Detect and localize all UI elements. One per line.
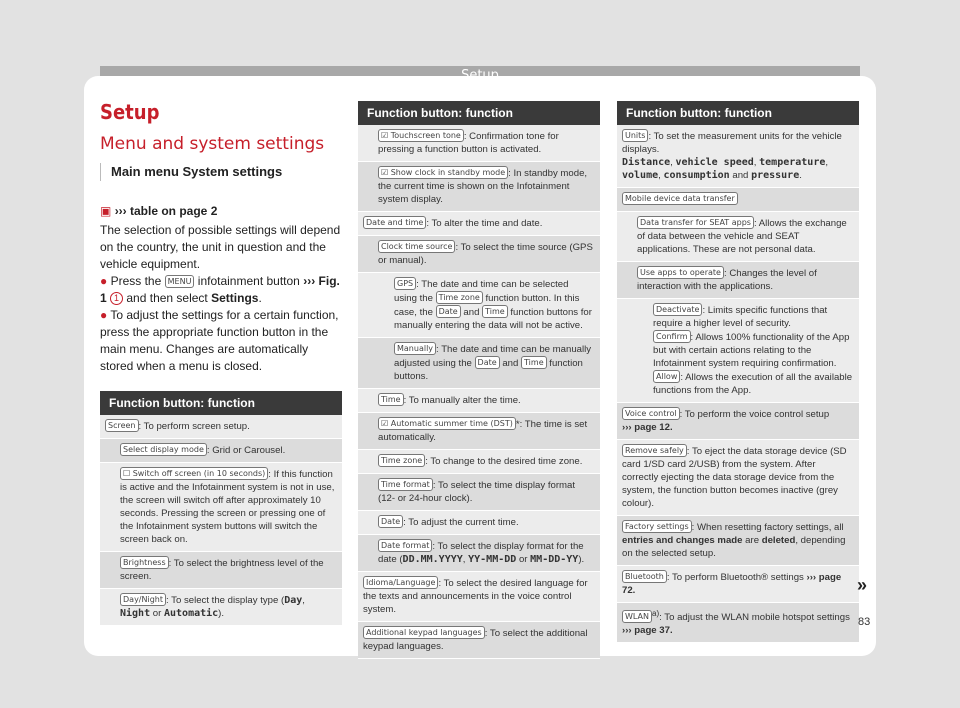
- table-row: Use apps to operate : Changes the level of interaction with the applications.: [617, 262, 859, 299]
- table-settings: [358, 101, 600, 659]
- checkbox-checked-icon: ☑: [381, 168, 389, 177]
- subsection-title: Main menu System settings: [100, 163, 342, 181]
- table-row: Clock time source : To select the time source (GPS or manual).: [358, 236, 600, 273]
- fig-ref-link[interactable]: ››› Fig. 1: [100, 274, 340, 305]
- table-row: Idioma/Language : To select the desired language for the texts and announcements in the voice control system.: [358, 572, 600, 622]
- callout-number: 1: [110, 292, 123, 305]
- table-row: Factory settings : When resetting factory settings, all entries and changes made are deleted, depending on the selected setup.: [617, 516, 859, 566]
- menu-key: MENU: [165, 275, 195, 288]
- bullet-icon: ●: [100, 308, 108, 322]
- table-row: Additional keypad languages : To select the additional keypad languages.: [358, 622, 600, 659]
- table-row: Brightness : To select the brightness level of the screen.: [100, 552, 342, 589]
- book-icon: ▣: [100, 204, 112, 218]
- intro-text: [100, 203, 342, 375]
- checkbox-icon: ☐: [123, 469, 131, 478]
- table-row: ☑ Automatic summer time (DST) *: The time is set automatically.: [358, 413, 600, 450]
- checkbox-checked-icon: ☑: [381, 131, 389, 140]
- table-header: Function button: function: [358, 101, 600, 125]
- table-row: Manually : The date and time can be manually adjusted using the Date and Time function buttons.: [358, 338, 600, 389]
- table-screen: [100, 391, 342, 626]
- table-row: Select display mode : Grid or Carousel.: [100, 439, 342, 463]
- table-row: Voice control : To perform the voice control setup ››› page 12.: [617, 403, 859, 440]
- table-row: Date format : To select the display format for the date (DD.MM.YYYY, YY-MM-DD or MM-DD-YY).: [358, 535, 600, 572]
- table-row: Remove safely : To eject the data storage device (SD card 1/SD card 2/USB) from the system. After correctly ejecting the data storage device from the system, the function button becomes inactive (grey colour).: [617, 440, 859, 516]
- table-row: WLAN $^{a)}$: To adjust the WLAN mobile hotspot settings ››› page 37.: [617, 603, 859, 643]
- table-row: GPS : The date and time can be selected using the Time zone function button. In this case, the Date and Time function buttons for manually entering the data will not be active.: [358, 273, 600, 338]
- checkbox-checked-icon: ☑: [381, 419, 389, 428]
- table-row: ☑ Show clock in standby mode : In standby mode, the current time is shown on the Infotainment system display.: [358, 162, 600, 212]
- table-row: Time zone : To change to the desired time zone.: [358, 450, 600, 474]
- table-row: Date : To adjust the current time.: [358, 511, 600, 535]
- table-row: Date and time : To alter the time and date.: [358, 212, 600, 236]
- table-row: Data transfer for SEAT apps : Allows the exchange of data between the vehicle and SEAT applications. These are not personal data.: [617, 212, 859, 262]
- table-row: ☑ Touchscreen tone : Confirmation tone for pressing a function button is activated.: [358, 125, 600, 162]
- bullet-2: ● To adjust the settings for a certain function, press the appropriate function button in the main menu. Changes are automatically stored when a menu is closed.: [100, 308, 339, 373]
- table-row: Time format : To select the time display format (12- or 24-hour clock).: [358, 474, 600, 511]
- table-header: Function button: function: [617, 101, 859, 125]
- table-row: Mobile device data transfer: [617, 188, 859, 212]
- section-title: Menu and system settings: [100, 134, 325, 154]
- table-row: Screen : To perform screen setup.: [100, 415, 342, 439]
- table-row: Day/Night : To select the display type (Day, Night or Automatic).: [100, 589, 342, 626]
- bullet-1: ● Press the MENU infotainment button ››› Fig. 1 1 and then select Settings.: [100, 274, 340, 305]
- table-row: Deactivate : Limits specific functions that require a higher level of security. Confirm : Allows 100% functionality of the App but with certain actions relating to the Infotainment system requiring confirmation. Allow : Allows the execution of all the available functions from the App.: [617, 299, 859, 403]
- page-title: Setup: [100, 100, 160, 124]
- column-left: [100, 99, 342, 626]
- table-row: Units : To set the measurement units for the vehicle displays. Distance, vehicle speed, temperature, volume, consumption and pressure.: [617, 125, 859, 188]
- table-row: ☐ Switch off screen (in 10 seconds) : If this function is active and the Infotainment system is not in use, the screen will switch off after approximately 10 seconds. Pressing the screen or pressing one of the Infotainment system buttons will switch the screen back on.: [100, 463, 342, 552]
- bullet-icon: ●: [100, 274, 108, 288]
- table-more-settings: [617, 101, 859, 643]
- table-row: Time : To manually alter the time.: [358, 389, 600, 413]
- table-header: Function button: function: [100, 391, 342, 415]
- continue-arrow-icon: »: [857, 575, 868, 595]
- table-row: Bluetooth : To perform Bluetooth® settings ››› page 72.: [617, 566, 859, 603]
- intro-paragraph: The selection of possible settings will depend on the country, the unit in question and the vehicle equipment.: [100, 223, 341, 271]
- page-number: 83: [858, 616, 871, 628]
- table-ref-link[interactable]: ››› table on page 2: [114, 204, 218, 218]
